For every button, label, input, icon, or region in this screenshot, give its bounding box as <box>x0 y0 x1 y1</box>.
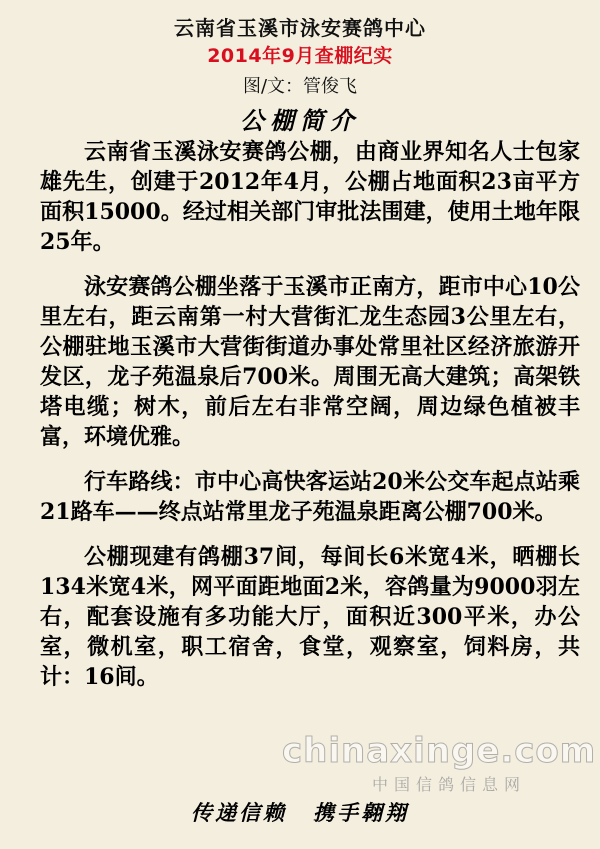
paragraph-route: 行车路线：市中心高快客运站20米公交车起点站乘21路车——终点站常里龙子苑温泉距离公棚700米。 <box>40 469 580 525</box>
footer-slogan <box>0 797 600 827</box>
article-body <box>40 137 580 692</box>
paragraph-intro: 云南省玉溪泳安赛鸽公棚，由商业界知名人士包家雄先生，创建于2012年4月，公棚占地面积23亩平方面积15000。经过相关部门审批法围建，使用土地年限25年。 <box>40 139 580 255</box>
document-subtitle: 2014年9月查棚纪实 <box>207 45 393 67</box>
document-title: 云南省玉溪市泳安赛鸽中心 <box>174 16 426 40</box>
slogan-left: 传递信赖 <box>191 800 287 825</box>
section-heading: 公棚简介 <box>240 106 360 135</box>
author-credit: 图/文：管俊飞 <box>242 76 358 97</box>
slogan-right: 携手翱翔 <box>313 800 409 825</box>
paragraph-location: 泳安赛鸽公棚坐落于玉溪市正南方，距市中心10公里左右，距云南第一村大营街汇龙生态园3公里左右，公棚驻地玉溪市大营街街道办事处常里社区经济旅游开发区，龙子苑温泉后700米。周围无高大建筑；高架铁塔电缆；树木，前后左右非常空阔，周边绿色植被丰富，环境优雅。 <box>40 274 580 450</box>
watermark-url: chinaxinge.com <box>282 731 597 771</box>
paragraph-facilities: 公棚现建有鸽棚37间，每间长6米宽4米，晒棚长134米宽4米，网平面距地面2米，容鸽量为9000羽左右，配套设施有多功能大厅，面积近300平米，办公室，微机室，职工宿舍，食堂，观察室，饲料房，共计：16间。 <box>40 544 580 690</box>
watermark-site-name: 中国信鸽信息网 <box>372 775 527 794</box>
